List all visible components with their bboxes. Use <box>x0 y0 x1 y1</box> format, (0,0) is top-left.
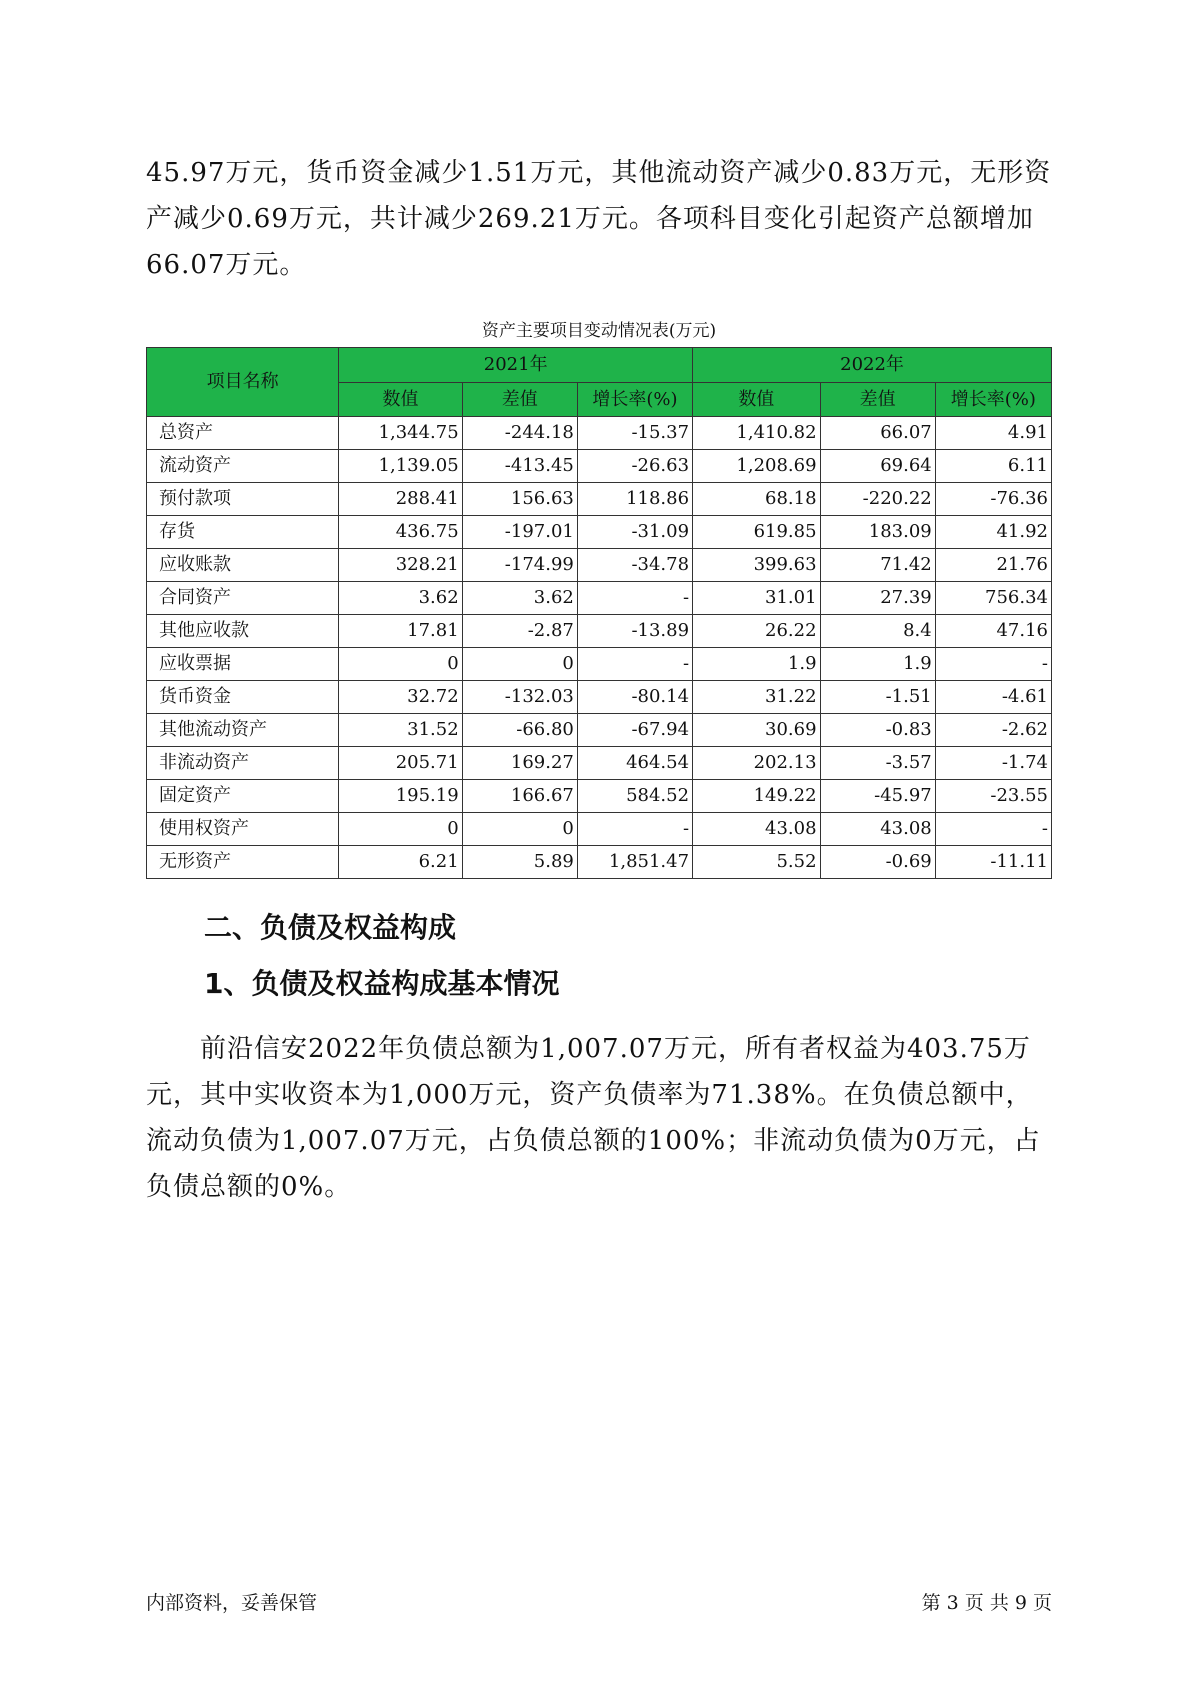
table-row <box>147 549 1052 582</box>
table-cell: 1,344.75 <box>339 417 462 450</box>
table-cell: 0 <box>462 648 577 681</box>
table-cell: 195.19 <box>339 780 462 813</box>
table-cell: 43.08 <box>693 813 821 846</box>
table-cell: - <box>577 582 692 615</box>
table-cell: -80.14 <box>577 681 692 714</box>
table-cell: -0.69 <box>820 846 935 879</box>
row-label: 预付款项 <box>147 483 339 516</box>
table-cell: 66.07 <box>820 417 935 450</box>
table-cell: 202.13 <box>693 747 821 780</box>
table-cell: 288.41 <box>339 483 462 516</box>
table-cell: 205.71 <box>339 747 462 780</box>
table-cell: -3.57 <box>820 747 935 780</box>
header-year-2021: 2021年 <box>339 348 693 383</box>
row-label: 流动资产 <box>147 450 339 483</box>
table-cell: 436.75 <box>339 516 462 549</box>
table-cell: 328.21 <box>339 549 462 582</box>
table-cell: 4.91 <box>935 417 1051 450</box>
row-label: 使用权资产 <box>147 813 339 846</box>
row-label: 固定资产 <box>147 780 339 813</box>
table-row <box>147 780 1052 813</box>
header-2022-value: 数值 <box>693 383 821 417</box>
table-cell: 464.54 <box>577 747 692 780</box>
row-label: 无形资产 <box>147 846 339 879</box>
table-cell: 71.42 <box>820 549 935 582</box>
header-2022-growth: 增长率(%) <box>935 383 1051 417</box>
table-cell: 5.52 <box>693 846 821 879</box>
header-2021-value: 数值 <box>339 383 462 417</box>
table-cell: 8.4 <box>820 615 935 648</box>
table-cell: 166.67 <box>462 780 577 813</box>
table-cell: -174.99 <box>462 549 577 582</box>
table-cell: 3.62 <box>339 582 462 615</box>
table-cell: -244.18 <box>462 417 577 450</box>
body-paragraph: 前沿信安2022年负债总额为1,007.07万元，所有者权益为403.75万元，其中实收资本为1,000万元，资产负债率为71.38%。在负债总额中，流动负债为1,007.07万元，占负债总额的100%；非流动负债为0万元，占负债总额的0%。 <box>146 1034 1041 1202</box>
table-cell: 31.52 <box>339 714 462 747</box>
table-cell: 183.09 <box>820 516 935 549</box>
table-cell: -45.97 <box>820 780 935 813</box>
row-label: 非流动资产 <box>147 747 339 780</box>
table-row <box>147 714 1052 747</box>
table-row <box>147 582 1052 615</box>
table-row <box>147 417 1052 450</box>
table-cell: 0 <box>339 813 462 846</box>
table-cell: -132.03 <box>462 681 577 714</box>
row-label: 存货 <box>147 516 339 549</box>
table-cell: - <box>577 813 692 846</box>
table-cell: 68.18 <box>693 483 821 516</box>
table-cell: 619.85 <box>693 516 821 549</box>
table-cell: 31.01 <box>693 582 821 615</box>
table-cell: -31.09 <box>577 516 692 549</box>
table-cell: 169.27 <box>462 747 577 780</box>
row-label: 其他流动资产 <box>147 714 339 747</box>
table-cell: 41.92 <box>935 516 1051 549</box>
section-heading: 二、负债及权益构成 <box>204 911 457 944</box>
header-2021-growth: 增长率(%) <box>577 383 692 417</box>
row-label: 其他应收款 <box>147 615 339 648</box>
table-row <box>147 483 1052 516</box>
table-caption: 资产主要项目变动情况表(万元) <box>481 321 717 341</box>
table-cell: 3.62 <box>462 582 577 615</box>
table-cell: 0 <box>339 648 462 681</box>
table-cell: -76.36 <box>935 483 1051 516</box>
row-label: 应收票据 <box>147 648 339 681</box>
table-cell: 399.63 <box>693 549 821 582</box>
table-cell: -66.80 <box>462 714 577 747</box>
table-cell: 31.22 <box>693 681 821 714</box>
table-cell: 1.9 <box>820 648 935 681</box>
table-cell: 584.52 <box>577 780 692 813</box>
asset-change-table <box>146 347 1052 879</box>
table-cell: - <box>577 648 692 681</box>
table-row <box>147 516 1052 549</box>
table-cell: 21.76 <box>935 549 1051 582</box>
table-cell: 1,410.82 <box>693 417 821 450</box>
table-cell: -1.51 <box>820 681 935 714</box>
table-cell: 30.69 <box>693 714 821 747</box>
table-cell: 118.86 <box>577 483 692 516</box>
table-cell: 6.21 <box>339 846 462 879</box>
table-cell: -2.62 <box>935 714 1051 747</box>
table-cell: 1.9 <box>693 648 821 681</box>
table-row <box>147 846 1052 879</box>
table-cell: 1,208.69 <box>693 450 821 483</box>
table-cell: -197.01 <box>462 516 577 549</box>
table-cell: 149.22 <box>693 780 821 813</box>
table-row <box>147 747 1052 780</box>
table-cell: -220.22 <box>820 483 935 516</box>
table-cell: -23.55 <box>935 780 1051 813</box>
intro-paragraph: 45.97万元，货币资金减少1.51万元，其他流动资产减少0.83万元，无形资产减少0.69万元，共计减少269.21万元。各项科目变化引起资产总额增加66.07万元。 <box>146 158 1052 280</box>
header-item-name: 项目名称 <box>147 348 339 417</box>
table-row <box>147 813 1052 846</box>
table-cell: -11.11 <box>935 846 1051 879</box>
header-2021-diff: 差值 <box>462 383 577 417</box>
table-row <box>147 648 1052 681</box>
table-cell: 1,851.47 <box>577 846 692 879</box>
table-cell: -26.63 <box>577 450 692 483</box>
row-label: 合同资产 <box>147 582 339 615</box>
table-cell: -34.78 <box>577 549 692 582</box>
table-cell: 69.64 <box>820 450 935 483</box>
header-year-2022: 2022年 <box>693 348 1052 383</box>
table-body <box>147 417 1052 879</box>
table-cell: -413.45 <box>462 450 577 483</box>
table-cell: 47.16 <box>935 615 1051 648</box>
table-cell: - <box>935 648 1051 681</box>
table-cell: 756.34 <box>935 582 1051 615</box>
row-label: 货币资金 <box>147 681 339 714</box>
table-cell: -1.74 <box>935 747 1051 780</box>
table-cell: 43.08 <box>820 813 935 846</box>
footer-confidential-note: 内部资料，妥善保管 <box>146 1592 318 1614</box>
table-cell: -67.94 <box>577 714 692 747</box>
table-cell: -4.61 <box>935 681 1051 714</box>
table-cell: 1,139.05 <box>339 450 462 483</box>
table-cell: - <box>935 813 1051 846</box>
table-cell: 6.11 <box>935 450 1051 483</box>
subsection-heading: 1、负债及权益构成基本情况 <box>204 967 560 1000</box>
table-cell: 32.72 <box>339 681 462 714</box>
row-label: 总资产 <box>147 417 339 450</box>
table-cell: 156.63 <box>462 483 577 516</box>
table-row <box>147 450 1052 483</box>
table-row <box>147 615 1052 648</box>
header-2022-diff: 差值 <box>820 383 935 417</box>
footer-page-number: 第 3 页 共 9 页 <box>921 1592 1052 1614</box>
table-cell: -2.87 <box>462 615 577 648</box>
table-cell: -13.89 <box>577 615 692 648</box>
table-cell: 26.22 <box>693 615 821 648</box>
table-cell: 27.39 <box>820 582 935 615</box>
table-cell: 5.89 <box>462 846 577 879</box>
table-row <box>147 681 1052 714</box>
table-cell: -0.83 <box>820 714 935 747</box>
table-cell: -15.37 <box>577 417 692 450</box>
row-label: 应收账款 <box>147 549 339 582</box>
table-cell: 17.81 <box>339 615 462 648</box>
table-cell: 0 <box>462 813 577 846</box>
table-header <box>147 348 1052 417</box>
